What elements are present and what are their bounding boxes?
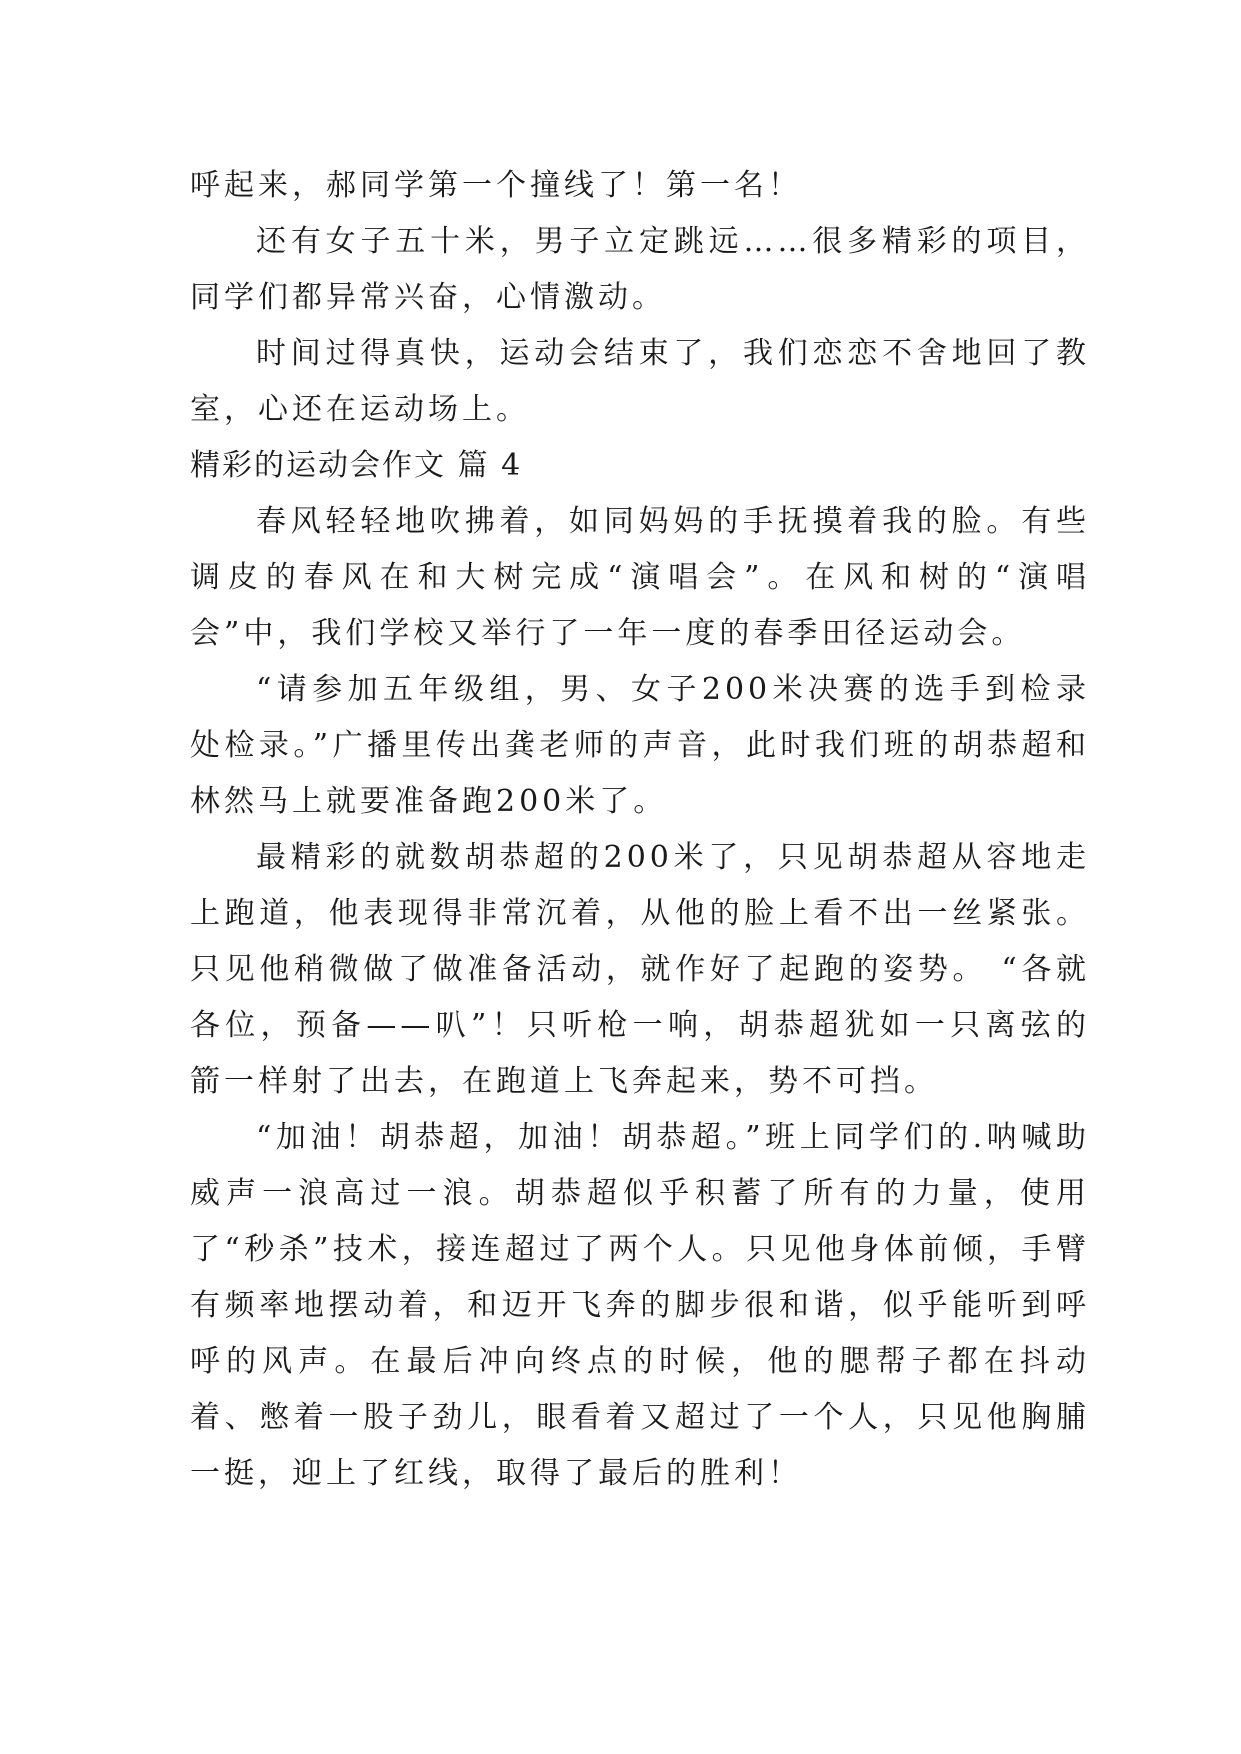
paragraph: 春风轻轻地吹拂着，如同妈妈的手抚摸着我的脸。有些调皮的春风在和大树完成“演唱会”。在风和树的“演唱会”中，我们学校又举行了一年一度的春季田径运动会。 xyxy=(190,504,1090,651)
document-body xyxy=(190,158,1090,1502)
paragraph: 还有女子五十米，男子立定跳远……很多精彩的项目，同学们都异常兴奋，心情激动。 xyxy=(190,224,1090,315)
paragraph: 时间过得真快，运动会结束了，我们恋恋不舍地回了教室，心还在运动场上。 xyxy=(190,336,1090,427)
paragraph: “请参加五年级组，男、女子200米决赛的选手到检录处检录。”广播里传出龚老师的声音，此时我们班的胡恭超和林然马上就要准备跑200米了。 xyxy=(190,672,1090,819)
paragraph: “加油！胡恭超，加油！胡恭超。”班上同学们的.呐喊助威声一浪高过一浪。胡恭超似乎积蓄了所有的力量，使用了“秒杀”技术，接连超过了两个人。只见他身体前倾，手臂有频率地摆动着，和迈开飞奔的脚步很和谐，似乎能听到呼呼的风声。在最后冲向终点的时候，他的腮帮子都在抖动着、憋着一股子劲儿，眼看着又超过了一个人，只见他胸脯一挺，迎上了红线，取得了最后的胜利！ xyxy=(190,1120,1090,1491)
paragraph: 最精彩的就数胡恭超的200米了，只见胡恭超从容地走上跑道，他表现得非常沉着，从他的脸上看不出一丝紧张。只见他稍微做了做准备活动，就作好了起跑的姿势。 “各就各位，预备——叭”！只听枪一响，胡恭超犹如一只离弦的箭一样射了出去，在跑道上飞奔起来，势不可挡。 xyxy=(190,840,1090,1099)
section-title: 精彩的运动会作文 篇 4 xyxy=(190,448,523,483)
paragraph: 呼起来，郝同学第一个撞线了！第一名！ xyxy=(190,168,802,203)
